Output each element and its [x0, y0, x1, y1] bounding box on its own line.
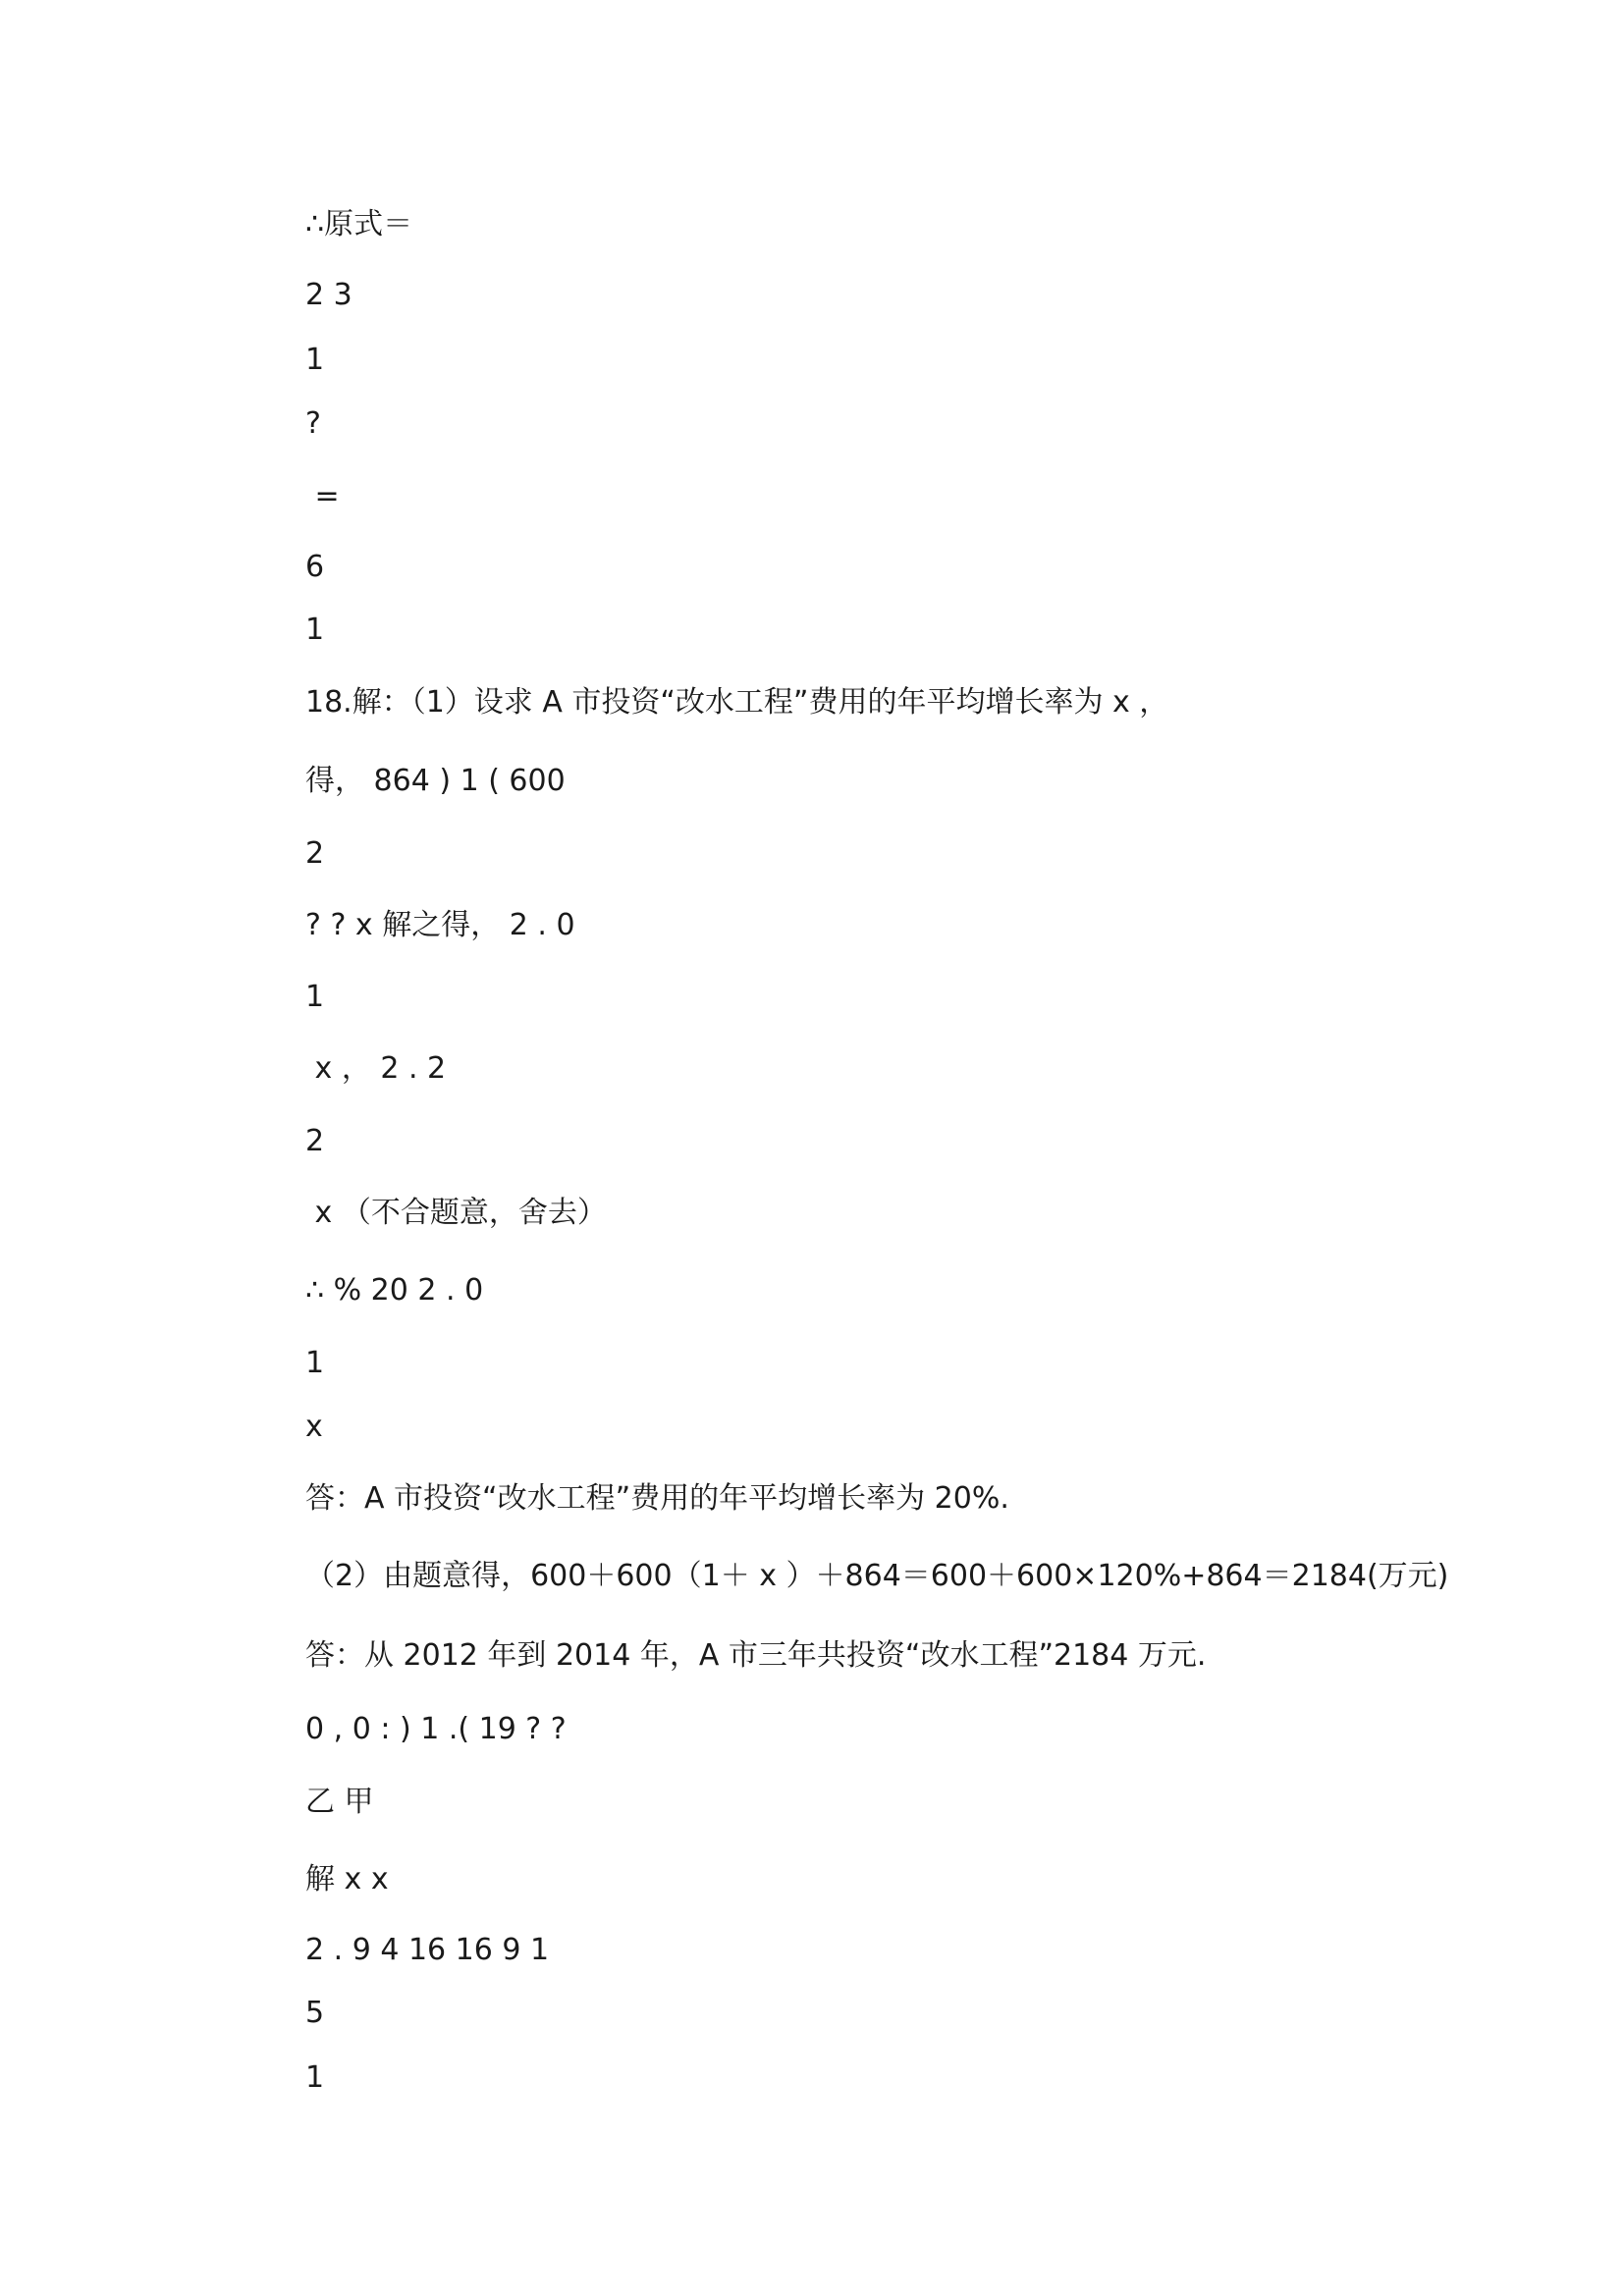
text-line-27: 1 [305, 2060, 325, 2095]
text-line-3: 1 [305, 343, 325, 377]
text-line-10: 2 [305, 836, 325, 871]
text-line-13: x ， 2 . 2 [305, 1051, 447, 1086]
text-line-11: ? ? x 解之得， 2 . 0 [305, 908, 575, 942]
text-line-14: 2 [305, 1124, 325, 1158]
text-line-18: x [305, 1410, 323, 1444]
text-line-12: 1 [305, 980, 325, 1014]
text-line-4: ? [305, 406, 321, 441]
text-line-15: x （不合题意，舍去） [305, 1196, 607, 1230]
text-line-17: 1 [305, 1346, 325, 1380]
text-line-26: 5 [305, 1996, 325, 2030]
text-line-25: 2 . 9 4 16 16 9 1 [305, 1933, 550, 1967]
text-line-1: ∴原式＝ [305, 207, 413, 241]
text-line-16: ∴ % 20 2 . 0 [305, 1273, 484, 1308]
text-line-24: 解 x x [305, 1862, 389, 1896]
text-line-23: 乙 甲 [305, 1785, 374, 1819]
text-line-5: = [305, 479, 340, 513]
text-line-9: 得， 864 ) 1 ( 600 [305, 764, 566, 798]
text-line-22: 0 , 0 : ) 1 .( 19 ? ? [305, 1712, 567, 1746]
text-line-6: 6 [305, 550, 325, 584]
text-line-2: 2 3 [305, 278, 352, 312]
text-line-21: 答：从 2012 年到 2014 年，A 市三年共投资“改水工程”2184 万元. [305, 1638, 1207, 1673]
text-line-7: 1 [305, 613, 325, 647]
text-line-20: （2）由题意得，600＋600（1＋ x ）＋864＝600＋600×120%+864＝2184(万元) [305, 1559, 1449, 1593]
text-line-8: 18.解：（1）设求 A 市投资“改水工程”费用的年平均增长率为 x ， [305, 685, 1169, 720]
text-line-19: 答：A 市投资“改水工程”费用的年平均增长率为 20%. [305, 1481, 1009, 1516]
